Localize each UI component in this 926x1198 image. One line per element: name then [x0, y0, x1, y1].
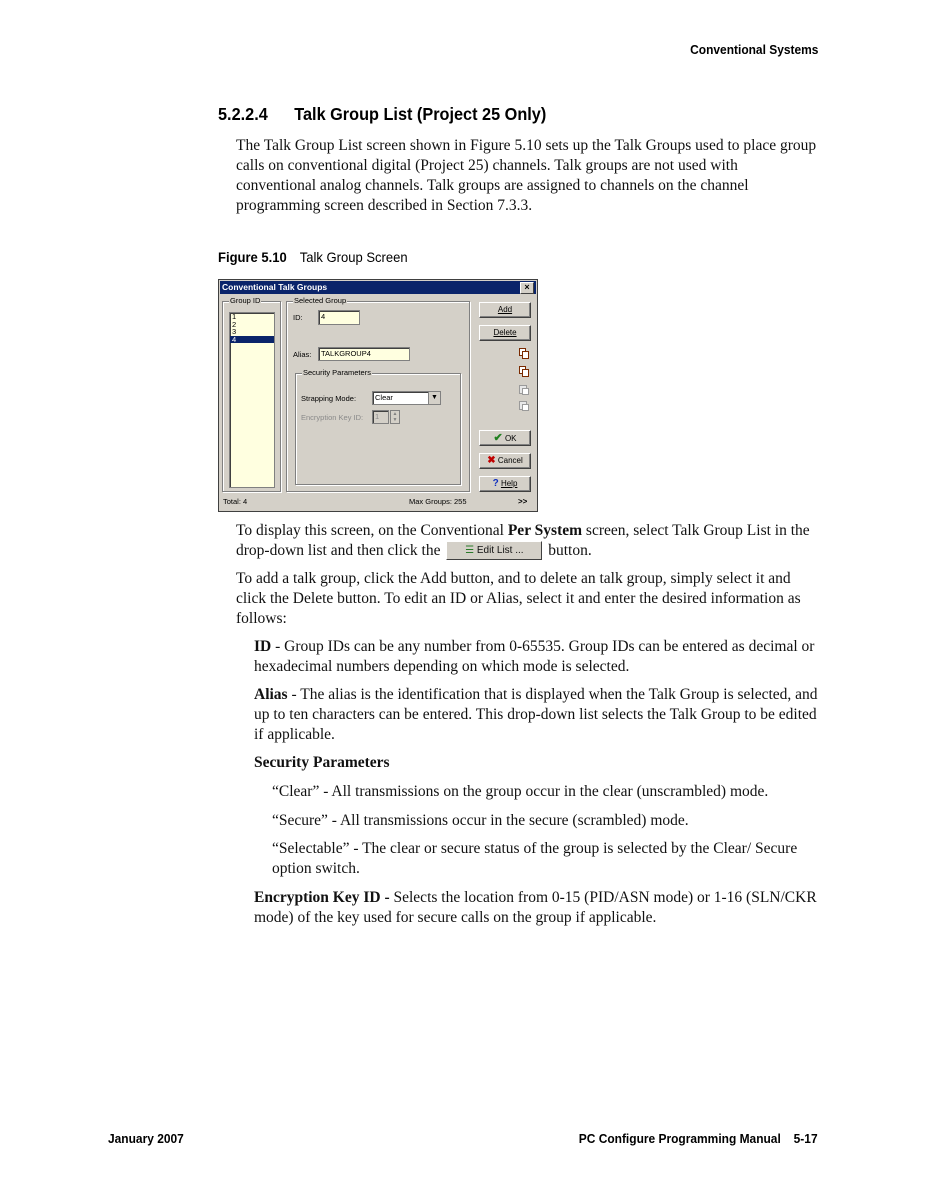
checkmark-icon: ✔: [493, 432, 503, 444]
list-item[interactable]: 2: [232, 319, 237, 329]
group-id-box: [222, 296, 281, 492]
add-paragraph: To add a talk group, click the Add button, and to delete an talk group, simply select it and click the Delete button. To edit an ID or Alias, select it and enter the desired information as follows:: [236, 570, 801, 627]
paste-icon[interactable]: [519, 384, 529, 395]
secure-definition: “Secure” - All transmissions occur in the secure (scrambled) mode.: [272, 812, 689, 829]
figure-number: Figure 5.10: [218, 249, 287, 265]
security-heading: Security Parameters: [254, 754, 390, 771]
id-definition: ID - Group IDs can be any number from 0-65535. Group IDs can be entered as decimal or hexadecimal numbers depending on which mode is selected.: [254, 638, 815, 675]
alias-input[interactable]: TALKGROUP4: [318, 347, 410, 361]
alias-label: Alias:: [293, 350, 312, 359]
strapping-mode-value: Clear: [375, 393, 393, 402]
page-number: 5-17: [794, 1131, 818, 1146]
running-header: Conventional Systems: [689, 42, 818, 57]
strapping-mode-label: Strapping Mode:: [301, 394, 357, 403]
paste-all-icon[interactable]: [519, 400, 529, 411]
strapping-mode-select[interactable]: [372, 391, 441, 405]
encryption-key-spinner[interactable]: ▲ ▼: [390, 410, 400, 424]
list-item-selected[interactable]: 4: [230, 336, 274, 344]
encryption-key-label: Encryption Key ID:: [301, 413, 364, 422]
edit-list-button: ☰ Edit List ...: [446, 541, 542, 560]
encryption-key-definition: Encryption Key ID - Selects the location from 0-15 (PID/ASN mode) or 1-16 (SLN/CKR mode) of the key used for secure calls on the group if applicable.: [254, 889, 817, 926]
security-params-label: Security Parameters: [303, 368, 371, 377]
help-button[interactable]: ? Help: [479, 476, 531, 492]
copy-all-icon[interactable]: [519, 366, 529, 377]
display-paragraph: To display this screen, on the Conventional Per System screen, select Talk Group List in the drop-down list and then click the ☰ Edit List ... button.: [236, 522, 810, 559]
chevron-down-icon[interactable]: ▼: [428, 392, 440, 404]
list-icon: ☰: [465, 544, 475, 556]
figure-caption: [218, 249, 408, 265]
status-max-groups: Max Groups: 255: [409, 497, 467, 506]
section-number: 5.2.2.4: [218, 104, 268, 124]
more-button[interactable]: >>: [518, 497, 528, 506]
figure-title: Talk Group Screen: [299, 249, 408, 265]
dialog-titlebar: [220, 281, 536, 294]
section-title: Talk Group List (Project 25 Only): [294, 104, 547, 124]
security-params-box: [295, 368, 461, 485]
x-icon: ✖: [487, 455, 496, 466]
cancel-button[interactable]: ✖ Cancel: [479, 453, 531, 469]
alias-definition: Alias - The alias is the identification that is displayed when the Talk Group is selected, and up to ten characters can be entered. This drop-down list selects the Talk Group to be edited if applicable.: [254, 686, 818, 743]
footer-date: January 2007: [108, 1131, 184, 1146]
add-button[interactable]: Add: [479, 302, 531, 318]
list-item[interactable]: 1: [232, 312, 237, 321]
selected-group-box: [286, 296, 470, 492]
selected-group-label: Selected Group: [294, 296, 347, 305]
encryption-key-input[interactable]: 1: [372, 410, 389, 424]
clear-definition: “Clear” - All transmissions on the group occur in the clear (unscrambled) mode.: [272, 783, 769, 800]
talk-group-dialog: [218, 279, 538, 512]
footer-manual: PC Configure Programming Manual 5-17: [579, 1131, 818, 1146]
ok-button[interactable]: ✔ OK: [479, 430, 531, 446]
status-total: Total: 4: [223, 497, 248, 506]
question-icon: ?: [492, 478, 499, 489]
group-id-label: Group ID: [230, 296, 261, 305]
intro-paragraph: The Talk Group List screen shown in Figure 5.10 sets up the Talk Groups used to place group calls on conventional digital (Project 25) channels. Talk groups are not used with conventional analog channels. Talk groups are assigned to channels on the channel programming screen described in Section 7.3.3.: [236, 137, 817, 214]
selectable-definition: “Selectable” - The clear or secure status of the group is selected by the Clear/ Secure option switch.: [272, 840, 798, 877]
close-button[interactable]: ×: [520, 282, 534, 294]
copy-icon[interactable]: [519, 348, 529, 359]
group-id-list[interactable]: [229, 312, 275, 488]
section-heading: [218, 104, 546, 125]
delete-button[interactable]: Delete: [479, 325, 531, 341]
id-input[interactable]: 4: [318, 310, 360, 325]
list-item[interactable]: 3: [232, 327, 237, 336]
dialog-title: Conventional Talk Groups: [222, 282, 328, 292]
id-label: ID:: [293, 313, 303, 322]
